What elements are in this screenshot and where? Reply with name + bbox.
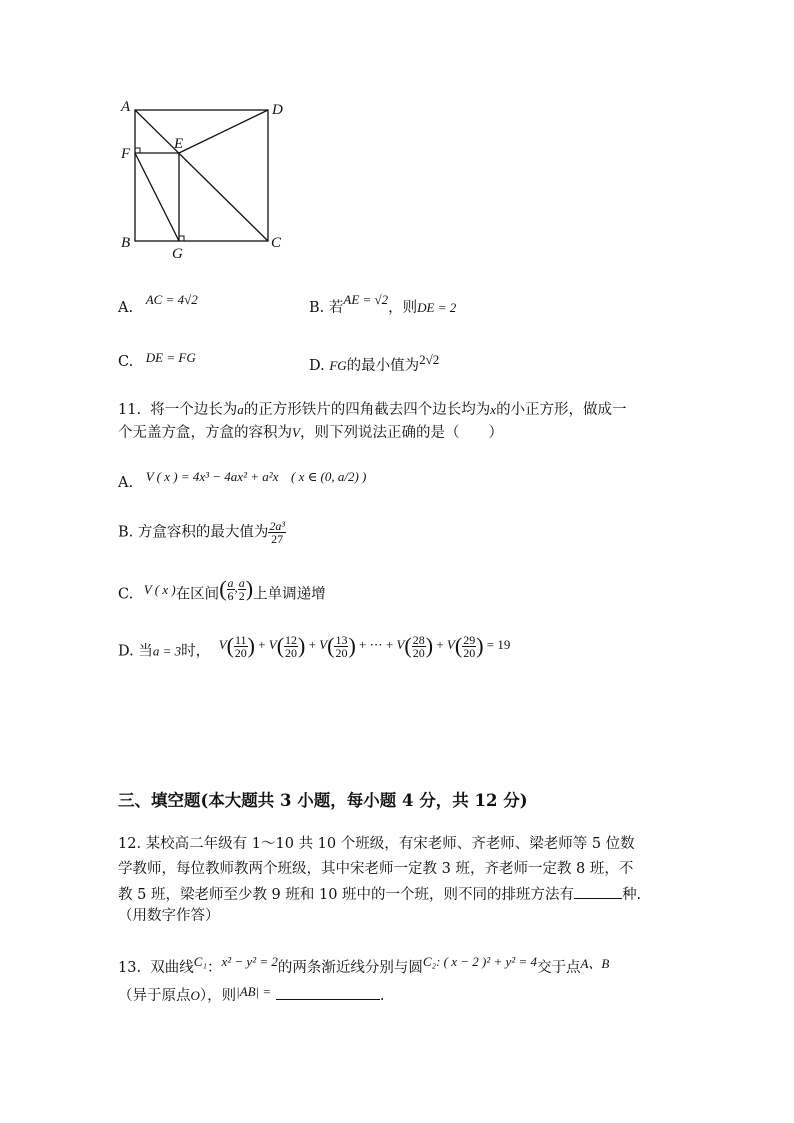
q12-line-4: （用数字作答） xyxy=(118,908,220,924)
q11-option-c: C. V ( x )在区间( $\frac{a}{6}$ , $\frac{a}{2}$ )上单调递增 xyxy=(118,576,326,603)
q11-line-2: 个无盖方盒，方盒的容积为V，则下列说法正确的是（ ） xyxy=(118,425,503,441)
label-d: D xyxy=(272,102,283,118)
q10-option-c: C. DE = FG xyxy=(118,350,196,370)
square-figure xyxy=(115,95,305,260)
label-c: C xyxy=(271,235,282,251)
segment-fg xyxy=(135,153,179,241)
q10-option-b: B. 若AE = √2，则DE = 2 xyxy=(309,292,457,316)
q11-line-1: 11. 将一个边长为a的正方形铁片的四角截去四个边长均为x的小正方形，做成一 xyxy=(118,402,627,418)
label-f: F xyxy=(121,146,131,162)
sum-expression: V( $\frac{11}{20}$ ) + V( $\frac{12}{20}$ ) + V( $\frac{13}{20}$ ) + ⋯ + V( $\frac{28}{20}$ ) + V( $\frac{29}{20}$ ) = 19 xyxy=(218,633,511,660)
label-e: E xyxy=(174,136,184,152)
answer-blank-q12[interactable] xyxy=(574,884,622,899)
q10-option-d: D. FG的最小值为2√2 xyxy=(309,352,440,374)
q11-option-a-domain: ( x ∈ (0, a/2) ) xyxy=(291,469,367,484)
q11-option-a: A. V ( x ) = 4x³ − 4ax² + a²x ( x ∈ (0, a/2) ) xyxy=(118,469,367,491)
label-g: G xyxy=(172,246,183,260)
q13-line-2: （异于原点O），则|AB| = . xyxy=(118,984,385,1004)
q12-line-1: 12. 某校高二年级有 1～10 共 10 个班级，有宋老师、齐老师、梁老师等 5 位数 xyxy=(118,836,635,852)
q12-line-3: 教 5 班，梁老师至少教 9 班和 10 班中的一个班，则不同的排班方法有 种. xyxy=(118,884,641,905)
diagonal-ac xyxy=(135,110,268,241)
section-title: 三、填空题(本大题共 3 小题，每小题 4 分，共 12 分) xyxy=(118,791,528,810)
segment-ed xyxy=(179,110,268,153)
fraction-2a3-27: $\frac{\text{2a³}}{27}$ xyxy=(269,519,285,546)
right-angle-mark-g xyxy=(179,236,184,241)
label-a: A xyxy=(121,99,131,115)
q11-option-b: B. 方盒容积的最大值为 $\frac{\text{2a³}}{27}$ xyxy=(118,519,285,546)
q13-line-1: 13. 双曲线C₁：x² − y² = 2的两条渐近线分别与圆C₂: ( x − 2 )² + y² = 4交于点A、B xyxy=(118,954,610,976)
interval-a6-a2: ( $\frac{a}{6}$ , $\frac{a}{2}$ ) xyxy=(219,576,254,603)
q11-option-d: D. 当a = 3时， V( $\frac{11}{20}$ ) + V( $\frac{12}{20}$ ) + V( $\frac{13}{20}$ ) + ⋯ + V( $\frac{28}{20}$ ) + V( $\frac{29}{20}$ ) = 19 xyxy=(118,633,511,660)
answer-blank-q13[interactable] xyxy=(276,985,380,1000)
q10-option-a: A. AC = 4√2 xyxy=(118,292,198,316)
right-angle-mark-f xyxy=(135,148,140,153)
label-b: B xyxy=(121,235,131,251)
q12-line-2: 学教师，每位教师教两个班级，其中宋老师一定教 3 班，齐老师一定教 8 班，不 xyxy=(118,861,634,877)
